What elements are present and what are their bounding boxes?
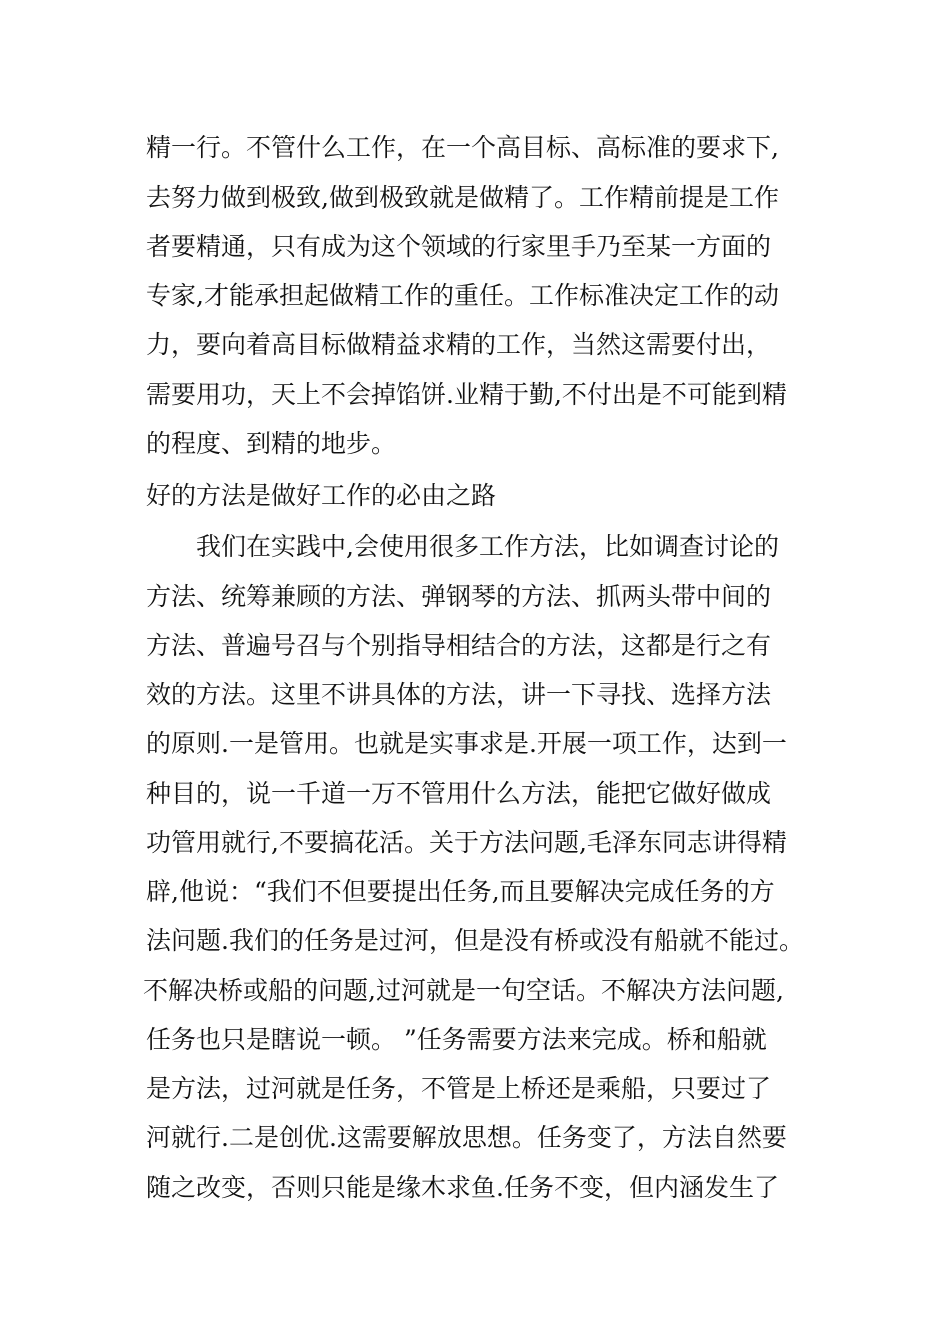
paragraph-2-line-12: 是方法，过河就是任务，不管是上桥还是乘船，只要过了	[146, 1074, 772, 1103]
paragraph-2-line-8: 辟,他说：“我们不但要提出任务,而且要解决完成任务的方	[146, 877, 775, 906]
paragraph-2-line-3: 方法、普遍号召与个别指导相结合的方法，这都是行之有	[146, 631, 772, 660]
paragraph-2-line-9: 法问题.我们的任务是过河，但是没有桥或没有船就不能过。	[146, 926, 804, 955]
paragraph-1-line-4: 专家,才能承担起做精工作的重任。工作标准决定工作的动	[146, 281, 779, 310]
paragraph-2-line-10: 不解决桥或船的问题,过河就是一句空话。不解决方法问题,	[143, 976, 784, 1005]
paragraph-2-line-2: 方法、统筹兼顾的方法、弹钢琴的方法、抓两头带中间的	[146, 582, 772, 611]
paragraph-2-line-5: 的原则.一是管用。也就是实事求是.开展一项工作，达到一	[146, 729, 787, 758]
paragraph-1-line-7: 的程度、到精的地步。	[146, 429, 397, 458]
paragraph-1-line-6: 需要用功，天上不会掉馅饼.业精于勤,不付出是不可能到精	[146, 380, 787, 409]
paragraph-2-line-4: 效的方法。这里不讲具体的方法，讲一下寻找、选择方法	[146, 680, 772, 709]
section-heading: 好的方法是做好工作的必由之路	[146, 481, 497, 510]
paragraph-2-line-11: 任务也只是瞎说一顿。 ”任务需要方法来完成。桥和船就	[146, 1025, 767, 1054]
paragraph-1-line-1: 精一行。不管什么工作，在一个高目标、高标准的要求下,	[146, 133, 779, 162]
paragraph-2-line-1: 我们在实践中,会使用很多工作方法，比如调查讨论的	[196, 532, 779, 561]
paragraph-1-line-2: 去努力做到极致,做到极致就是做精了。工作精前提是工作	[146, 183, 779, 212]
paragraph-1-line-5: 力，要向着高目标做精益求精的工作，当然这需要付出，	[146, 330, 772, 359]
paragraph-2-line-6: 种目的，说一千道一万不管用什么方法，能把它做好做成	[146, 779, 772, 808]
paragraph-2-line-7: 功管用就行,不要搞花活。关于方法问题,毛泽东同志讲得精	[146, 828, 787, 857]
paragraph-1-line-3: 者要精通，只有成为这个领域的行家里手乃至某一方面的	[146, 232, 772, 261]
paragraph-2-line-14: 随之改变，否则只能是缘木求鱼.任务不变，但内涵发生了	[146, 1173, 779, 1202]
paragraph-2-line-13: 河就行.二是创优.这需要解放思想。任务变了，方法自然要	[146, 1123, 787, 1152]
